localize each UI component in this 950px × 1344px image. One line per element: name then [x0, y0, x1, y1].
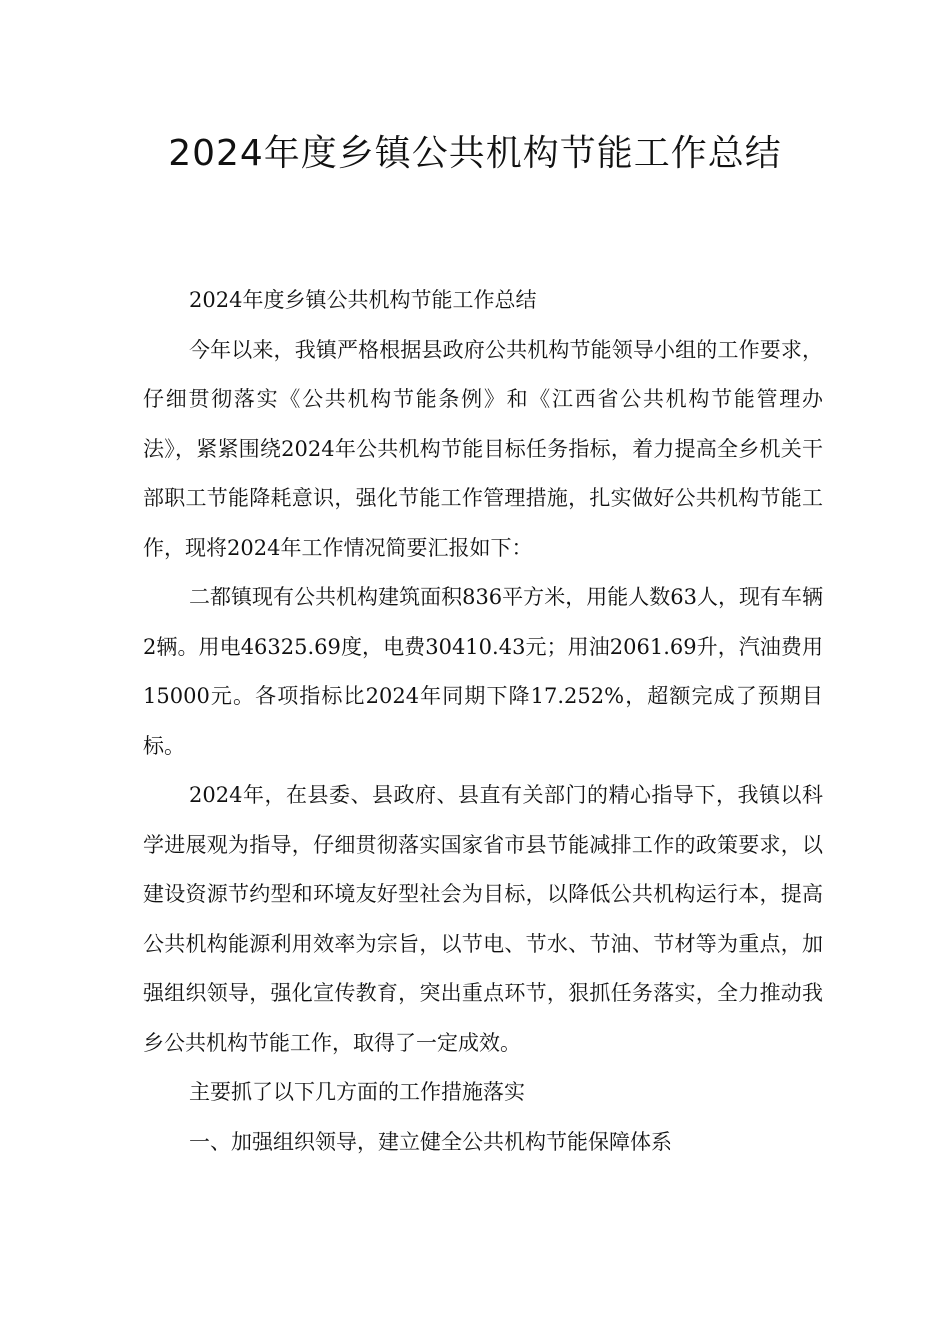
document-title: 2024年度乡镇公共机构节能工作总结: [168, 133, 782, 174]
paragraph-measures-intro: 主要抓了以下几方面的工作措施落实: [189, 1080, 525, 1104]
document-body: [143, 276, 823, 1167]
paragraph-subtitle: 2024年度乡镇公共机构节能工作总结: [189, 288, 537, 312]
paragraph-introduction: 今年以来，我镇严格根据县政府公共机构节能领导小组的工作要求，仔细贯彻落实《公共机构节能条例》和《江西省公共机构节能管理办法》，紧紧围绕2024年公共机构节能目标任务指标，着力提高全乡机关干部职工节能降耗意识，强化节能工作管理措施，扎实做好公共机构节能工作，现将2024年工作情况简要汇报如下：: [143, 337, 823, 560]
section-heading-1: 一、加强组织领导，建立健全公共机构节能保障体系: [189, 1129, 672, 1154]
paragraph-work-overview: 2024年，在县委、县政府、县直有关部门的精心指导下，我镇以科学进展观为指导，仔细贯彻落实国家省市县节能减排工作的政策要求，以建设资源节约型和环境友好型社会为目标，以降低公共机构运行本，提高公共机构能源利用效率为宗旨，以节电、节水、节油、节材等为重点，加强组织领导，强化宣传教育，突出重点环节，狠抓任务落实，全力推动我乡公共机构节能工作，取得了一定成效。: [143, 783, 823, 1055]
paragraph-energy-statistics: 二都镇现有公共机构建筑面积836平方米，用能人数63人，现有车辆2辆。用电46325.69度，电费30410.43元；用油2061.69升，汽油费用15000元。各项指标比2024年同期下降17.252%，超额完成了预期目标。: [143, 585, 823, 758]
